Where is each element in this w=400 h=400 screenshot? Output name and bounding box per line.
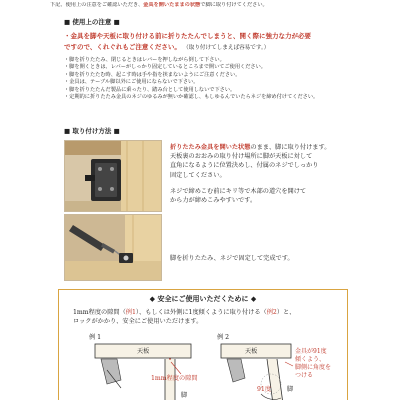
bracket-photo-image <box>65 141 161 211</box>
step1-line-red <box>170 143 370 152</box>
warning-line-1: ・金具を脚や天板に取り付ける前に折りたたんでしまうと、開く際に強力な力が必要 <box>64 32 311 40</box>
diagram-example-1 <box>87 332 197 400</box>
example2-note <box>295 348 331 380</box>
example1-top-label: 天板 <box>137 348 150 355</box>
usage-bullet-list <box>64 57 364 101</box>
step3-line: 脚を折りたたみ、ネジで固定して完成です。 <box>170 255 294 262</box>
step1-line: 直角になるように位置決めし、付属のネジでしっかり <box>170 162 319 170</box>
intro-suffix: で脚に取り付けてください。 <box>200 2 268 8</box>
step2-line: ネジで締めこむ前にキリ等で木部の道穴を開けて <box>170 188 307 195</box>
warning-line-2-red: ですので、くれぐれもご注意ください。 <box>64 42 181 51</box>
example2-note-line: 金具が91度 <box>295 348 327 355</box>
step1-red: 折りたたみ金具を開いた状態 <box>170 144 251 151</box>
safety-description <box>73 308 343 326</box>
step2-text <box>170 187 370 205</box>
intro-prefix: 下記、使用上の注意をご確認いただき、 <box>50 2 144 8</box>
example1-label: 例 1 <box>89 334 102 341</box>
bullet-item: ・金具は、テーブル脚以外にご使用にならないで下さい。 <box>64 79 199 86</box>
bracket-photo <box>64 140 162 212</box>
warning-line-2 <box>64 42 354 54</box>
step3-text <box>170 254 370 263</box>
safety-line-2: ロックがかかり、安全にご使用いただけます。 <box>73 318 203 325</box>
safety-line1-suffix: ）と、 <box>276 309 296 316</box>
safety-example1-ref: 例1 <box>125 309 136 316</box>
bullet-item: ・脚を開くときは、レバーがしっかり固定しているところまで開いてご使用ください。 <box>64 64 266 71</box>
example2-note-line: 傾くよう、 <box>295 356 326 363</box>
example2-note-line: 脚側に角度を <box>295 364 332 371</box>
safety-example2-ref: 例2 <box>266 309 277 316</box>
example2-label: 例 2 <box>217 334 230 341</box>
diagram-example-2 <box>215 332 345 400</box>
step1-text <box>170 143 370 180</box>
safety-line1-mid: ）、もしくは外側に1度傾くように取り付ける（ <box>135 309 267 316</box>
step1-red-suffix: のまま、脚に取り付けます。 <box>250 144 331 151</box>
example2-angle-label: 91度 <box>257 386 272 393</box>
intro-red: 金具を開いたままの状態 <box>143 2 201 8</box>
bullet-item: ・脚を折りたたむ時、起こす時は手や指を挟まないようにご注意ください。 <box>64 71 241 78</box>
installation-header: ■ 取り付け方法 ■ <box>64 127 120 135</box>
safety-line1-prefix: 1mm程度の隙間（ <box>73 309 126 316</box>
example2-note-line: つける <box>295 372 314 379</box>
step1-line: 天板裏のおおみの取り付け場所に脚が天板に対して <box>170 153 313 161</box>
drilling-photo <box>64 214 162 281</box>
example1-gap-label: 1mm程度の隙間 <box>151 375 198 382</box>
safety-line-1 <box>73 308 343 317</box>
safety-title: ◆ 安全にご使用いただくために ◆ <box>149 294 257 303</box>
usage-notes-header: ■ 使用上の注意 ■ <box>64 18 120 26</box>
example2-leg-label: 脚 <box>287 386 294 393</box>
usage-warning <box>64 31 354 53</box>
step2-line: から力が締めこみやすいです。 <box>170 197 257 205</box>
bullet-item: ・脚を折りたたんだ製品に乗ったり、踏み台として使用しないで下さい。 <box>64 86 236 93</box>
example1-leg-label: 脚 <box>181 392 188 399</box>
example2-top-label: 天板 <box>245 348 258 355</box>
drilling-photo-image <box>65 215 161 280</box>
step1-line: 固定してください。 <box>170 171 226 179</box>
intro-text <box>50 2 390 9</box>
safety-box <box>58 289 348 400</box>
bullet-item: ・脚を折りたたみ、閉じるときはレバーを押しながら倒して下さい。 <box>64 57 225 63</box>
bullet-item: ・定期的に折りたたみ金具のネジのゆるみが無いか確認し、もしゆるんでいたらネジを締め付けてください。 <box>64 94 319 101</box>
warning-line-3: （取り付けてしまえば容易です。） <box>183 44 270 51</box>
